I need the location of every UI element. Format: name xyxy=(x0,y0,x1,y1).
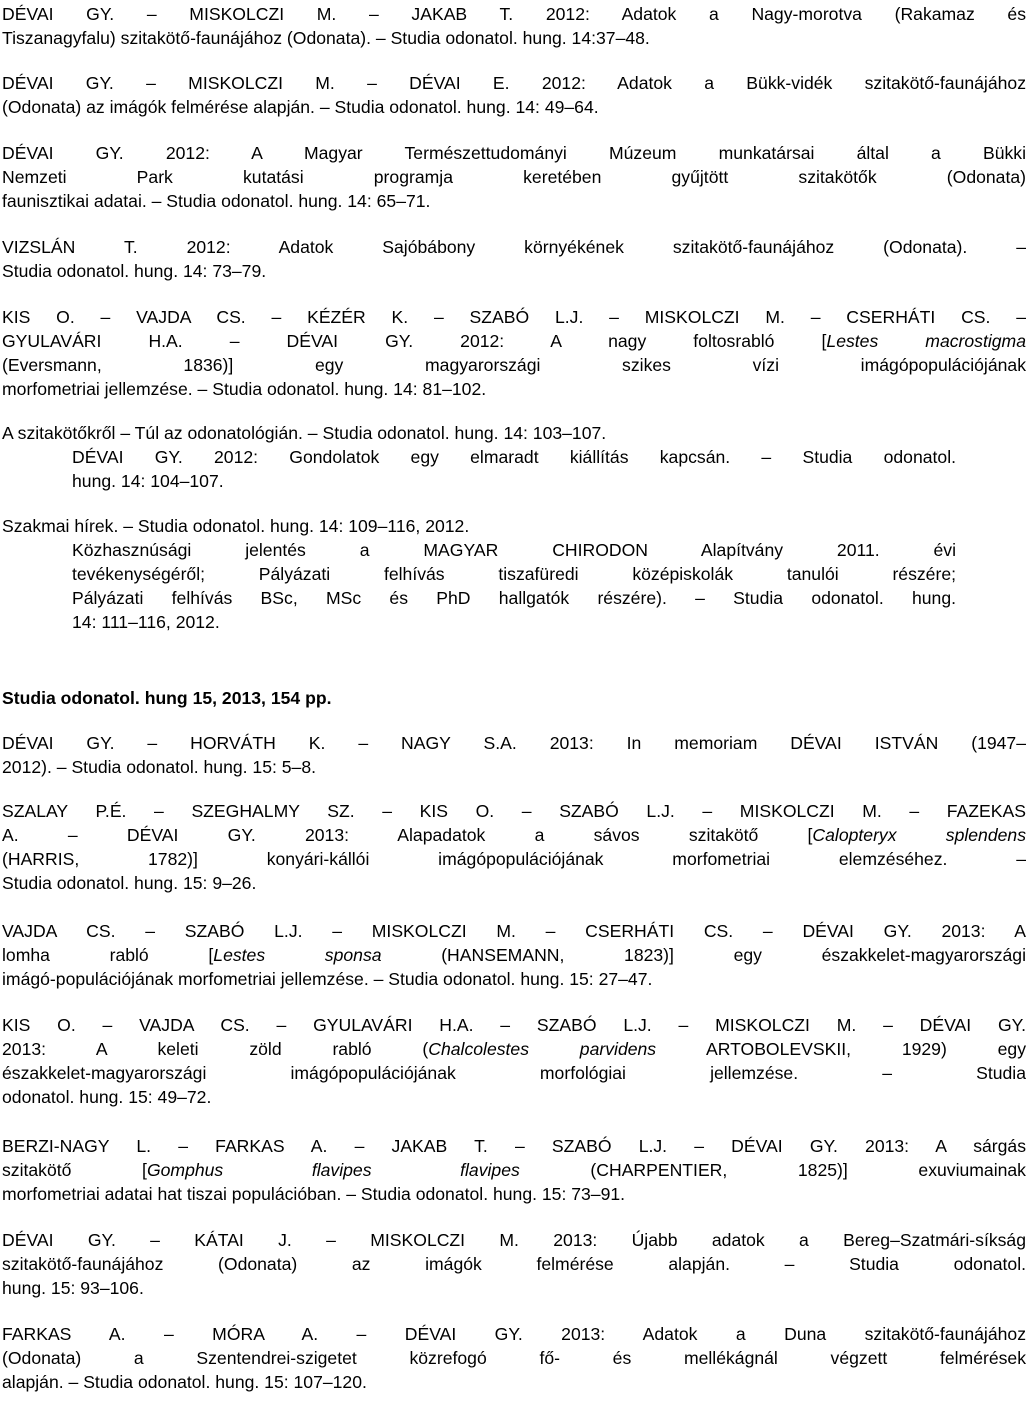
reference-line: DÉVAI GY. 2012: A Magyar Természettudományi Múzeum munkatársai által a Bükki xyxy=(2,143,1026,163)
reference-text: szitakötő [ xyxy=(2,1160,147,1180)
reference-line: Pályázati felhívás BSc, MSc és PhD hallgatók részére). – Studia odonatol. hung. xyxy=(72,588,956,608)
reference-line: (Odonata) az imágók felmérése alapján. – Studia odonatol. hung. 14: 49–64. xyxy=(2,97,599,117)
reference-entry xyxy=(2,514,1026,538)
reference-line: DÉVAI GY. – KÁTAI J. – MISKOLCZI M. 2013: Újabb adatok a Bereg–Szatmári-síkság xyxy=(2,1230,1026,1250)
reference-entry xyxy=(2,1228,1026,1300)
reference-line: BERZI-NAGY L. – FARKAS A. – JAKAB T. – SZABÓ L.J. – DÉVAI GY. 2013: A sárgás xyxy=(2,1136,1026,1156)
reference-line: morfometriai adatai hat tiszai populációban. – Studia odonatol. hung. 15: 73–91. xyxy=(2,1184,626,1204)
reference-line: északkelet-magyarországi imágópopulációjának morfológiai jellemzése. – Studia xyxy=(2,1063,1026,1083)
species-name: Calopteryx splendens xyxy=(812,825,1026,845)
reference-line: faunisztikai adatai. – Studia odonatol. hung. 14: 65–71. xyxy=(2,191,431,211)
reference-text: (HANSEMANN, 1823)] egy északkelet-magyarországi xyxy=(381,945,1026,965)
species-name: Lestes macrostigma xyxy=(826,331,1026,351)
reference-line: alapján. – Studia odonatol. hung. 15: 107–120. xyxy=(2,1372,367,1392)
reference-line: Szakmai hírek. – Studia odonatol. hung. 14: 109–116, 2012. xyxy=(2,516,470,536)
reference-line: morfometriai jellemzése. – Studia odonatol. hung. 14: 81–102. xyxy=(2,379,487,399)
reference-line: Nemzeti Park kutatási programja keretében gyűjtött szitakötők (Odonata) xyxy=(2,167,1026,187)
reference-entry xyxy=(2,2,1026,50)
reference-entry xyxy=(72,538,956,634)
reference-entry xyxy=(2,799,1026,895)
reference-line: SZALAY P.É. – SZEGHALMY SZ. – KIS O. – SZABÓ L.J. – MISKOLCZI M. – FAZEKAS xyxy=(2,801,1026,821)
reference-text: lomha rabló [ xyxy=(2,945,214,965)
reference-line: DÉVAI GY. – MISKOLCZI M. – JAKAB T. 2012: Adatok a Nagy-morotva (Rakamaz és xyxy=(2,4,1026,24)
reference-line: (HARRIS, 1782)] konyári-kállói imágópopulációjának morfometriai elemzéséhez. – xyxy=(2,849,1026,869)
reference-line: KIS O. – VAJDA CS. – KÉZÉR K. – SZABÓ L.J. – MISKOLCZI M. – CSERHÁTI CS. – xyxy=(2,307,1026,327)
reference-line: hung. 14: 104–107. xyxy=(72,471,224,491)
reference-line: A szitakötőkről – Túl az odonatológián. – Studia odonatol. hung. 14: 103–107. xyxy=(2,423,607,443)
reference-line xyxy=(2,823,1026,847)
reference-entry xyxy=(2,731,1026,779)
reference-entry xyxy=(2,305,1026,401)
reference-line: szitakötő-faunájához (Odonata) az imágók felmérése alapján. – Studia odonatol. xyxy=(2,1254,1026,1274)
reference-line: VIZSLÁN T. 2012: Adatok Sajóbábony környékének szitakötő-faunájához (Odonata). – xyxy=(2,237,1026,257)
reference-line: 14: 111–116, 2012. xyxy=(72,612,220,632)
reference-line: Studia odonatol. hung. 15: 9–26. xyxy=(2,873,257,893)
reference-line: imágó-populációjának morfometriai jellemzése. – Studia odonatol. hung. 15: 27–47. xyxy=(2,969,653,989)
reference-line: VAJDA CS. – SZABÓ L.J. – MISKOLCZI M. – CSERHÁTI CS. – DÉVAI GY. 2013: A xyxy=(2,921,1026,941)
reference-entry xyxy=(2,141,1026,213)
reference-line xyxy=(2,1037,1026,1061)
reference-entry xyxy=(2,235,1026,283)
reference-line: Közhasznúsági jelentés a MAGYAR CHIRODON Alapítvány 2011. évi xyxy=(72,540,956,560)
reference-line: odonatol. hung. 15: 49–72. xyxy=(2,1087,212,1107)
reference-line: FARKAS A. – MÓRA A. – DÉVAI GY. 2013: Adatok a Duna szitakötő-faunájához xyxy=(2,1324,1026,1344)
species-name: Lestes sponsa xyxy=(213,945,382,965)
reference-line: DÉVAI GY. – HORVÁTH K. – NAGY S.A. 2013: In memoriam DÉVAI ISTVÁN (1947– xyxy=(2,733,1026,753)
reference-line: (Eversmann, 1836)] egy magyarországi szikes vízi imágópopulációjának xyxy=(2,355,1026,375)
reference-entry xyxy=(2,919,1026,991)
reference-text: A. – DÉVAI GY. 2013: Alapadatok a sávos szitakötő [ xyxy=(2,825,813,845)
reference-entry xyxy=(2,421,1026,445)
reference-line: Studia odonatol. hung. 14: 73–79. xyxy=(2,261,267,281)
reference-text: (CHARPENTIER, 1825)] exuviumainak xyxy=(519,1160,1026,1180)
reference-line: DÉVAI GY. – MISKOLCZI M. – DÉVAI E. 2012: Adatok a Bükk-vidék szitakötő-faunájához xyxy=(2,73,1026,93)
reference-line: DÉVAI GY. 2012: Gondolatok egy elmaradt kiállítás kapcsán. – Studia odonatol. xyxy=(72,447,956,467)
species-name: Gomphus flavipes flavipes xyxy=(146,1160,520,1180)
reference-entry xyxy=(2,1134,1026,1206)
species-name: Chalcolestes parvidens xyxy=(428,1039,657,1059)
reference-line: KIS O. – VAJDA CS. – GYULAVÁRI H.A. – SZABÓ L.J. – MISKOLCZI M. – DÉVAI GY. xyxy=(2,1015,1026,1035)
issue-heading: Studia odonatol. hung 15, 2013, 154 pp. xyxy=(2,688,332,708)
reference-line xyxy=(2,1158,1026,1182)
reference-text: ARTOBOLEVSKII, 1929) egy xyxy=(656,1039,1026,1059)
reference-entry xyxy=(72,469,956,493)
reference-entry xyxy=(2,71,1026,119)
reference-line: hung. 15: 93–106. xyxy=(2,1278,144,1298)
reference-line xyxy=(2,329,1026,353)
reference-entry xyxy=(72,445,956,469)
reference-line: (Odonata) a Szentendrei-szigetet közrefogó fő- és mellékágnál végzett felmérések xyxy=(2,1348,1026,1368)
reference-line xyxy=(2,943,1026,967)
reference-text: 2013: A keleti zöld rabló ( xyxy=(2,1039,429,1059)
reference-entry xyxy=(2,1013,1026,1109)
reference-entry xyxy=(2,1322,1026,1394)
reference-line: Tiszanagyfalu) szitakötő-faunájához (Odonata). – Studia odonatol. hung. 14:37–48. xyxy=(2,28,650,48)
reference-text: GYULAVÁRI H.A. – DÉVAI GY. 2012: A nagy foltosrabló [ xyxy=(2,331,827,351)
reference-line: 2012). – Studia odonatol. hung. 15: 5–8. xyxy=(2,757,317,777)
reference-line: tevékenységéről; Pályázati felhívás tiszafüredi középiskolák tanulói részére; xyxy=(72,564,956,584)
